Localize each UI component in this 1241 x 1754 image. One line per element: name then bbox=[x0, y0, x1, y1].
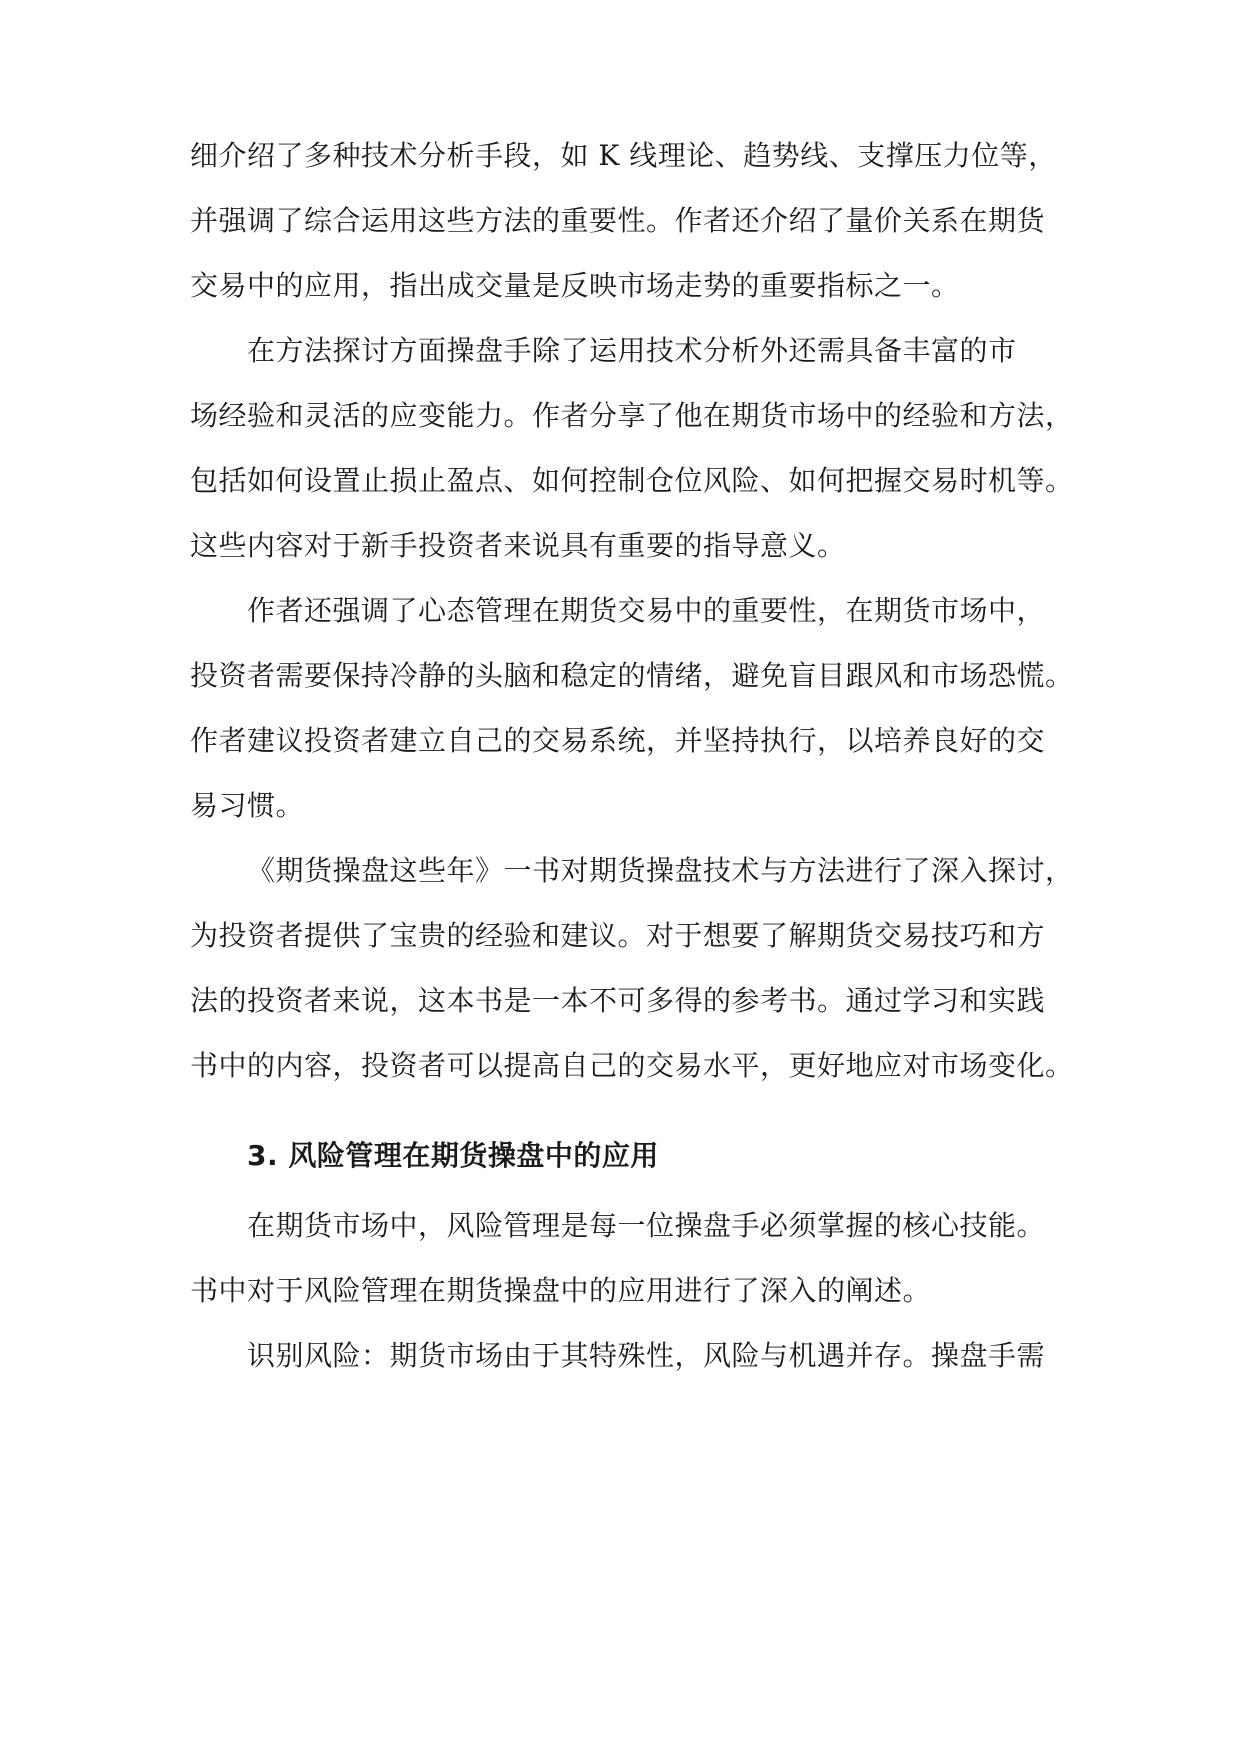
paragraph-1-line-2: 并强调了综合运用这些方法的重要性。作者还介绍了量价关系在期货 bbox=[190, 204, 1046, 237]
section-paragraph-1-line-2: 书中对于风险管理在期货操盘中的应用进行了深入的阐述。 bbox=[190, 1274, 932, 1307]
section-heading: 3. 风险管理在期货操盘中的应用 bbox=[247, 1139, 659, 1172]
paragraph-4-line-3: 法的投资者来说，这本书是一本不可多得的参考书。通过学习和实践 bbox=[190, 984, 1046, 1017]
paragraph-2-line-1: 在方法探讨方面操盘手除了运用技术分析外还需具备丰富的市 bbox=[247, 334, 1017, 367]
section-paragraph-1-line-1: 在期货市场中，风险管理是每一位操盘手必须掌握的核心技能。 bbox=[247, 1209, 1046, 1242]
section-paragraph-2-line-1: 识别风险：期货市场由于其特殊性，风险与机遇并存。操盘手需 bbox=[247, 1339, 1046, 1372]
paragraph-2-line-3: 包括如何设置止损止盈点、如何控制仓位风险、如何把握交易时机等。 bbox=[190, 464, 1074, 497]
paragraph-3-line-3: 作者建议投资者建立自己的交易系统，并坚持执行，以培养良好的交 bbox=[190, 724, 1046, 757]
paragraph-1-line-1: 细介绍了多种技术分析手段，如 K 线理论、趋势线、支撑压力位等， bbox=[190, 139, 1057, 172]
paragraph-4-line-4: 书中的内容，投资者可以提高自己的交易水平，更好地应对市场变化。 bbox=[190, 1049, 1074, 1082]
paragraph-2-line-2: 场经验和灵活的应变能力。作者分享了他在期货市场中的经验和方法， bbox=[190, 399, 1074, 432]
paragraph-4-line-1: 《期货操盘这些年》一书对期货操盘技术与方法进行了深入探讨， bbox=[247, 854, 1074, 887]
paragraph-2-line-4: 这些内容对于新手投资者来说具有重要的指导意义。 bbox=[190, 529, 846, 562]
paragraph-1-line-3: 交易中的应用，指出成交量是反映市场走势的重要指标之一。 bbox=[190, 269, 960, 302]
paragraph-4-line-2: 为投资者提供了宝贵的经验和建议。对于想要了解期货交易技巧和方 bbox=[190, 919, 1046, 952]
paragraph-3-line-4: 易习惯。 bbox=[190, 789, 305, 822]
paragraph-3-line-2: 投资者需要保持冷静的头脑和稳定的情绪，避免盲目跟风和市场恐慌。 bbox=[190, 659, 1074, 692]
paragraph-3-line-1: 作者还强调了心态管理在期货交易中的重要性，在期货市场中， bbox=[247, 594, 1046, 627]
